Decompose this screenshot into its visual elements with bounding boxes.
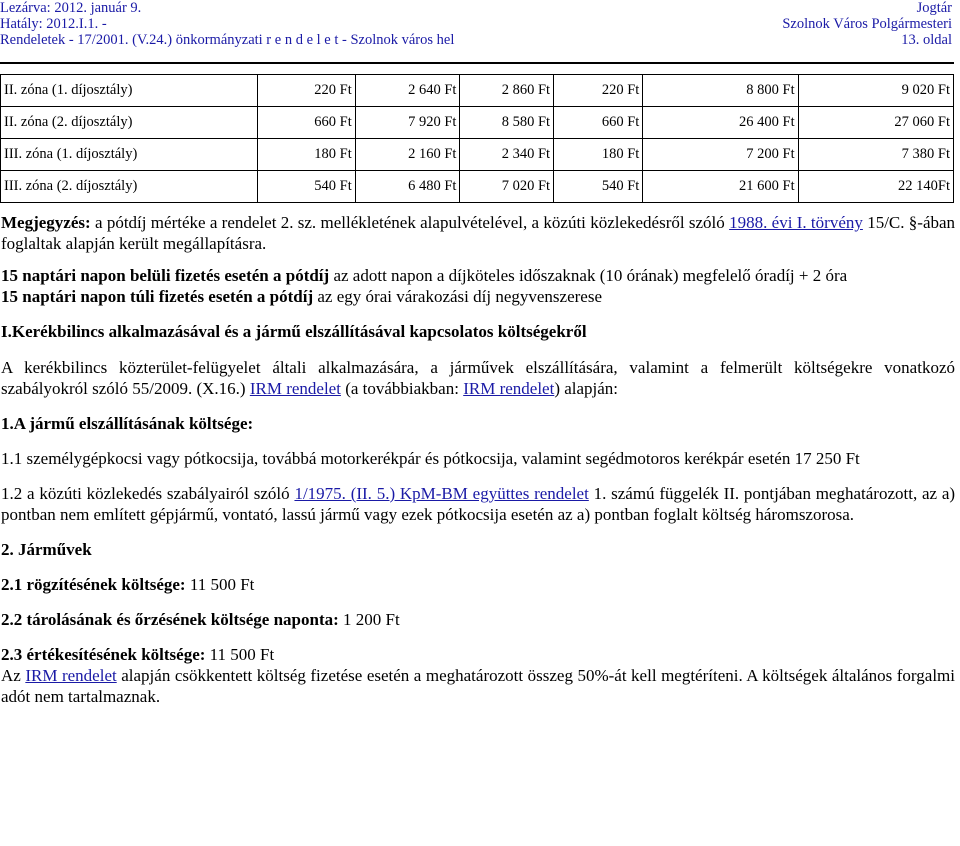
fee-cell: 2 860 Ft — [460, 75, 554, 107]
surcharge-2-bold: 15 naptári napon túli fizetés esetén a pótdíj — [1, 287, 314, 306]
fee-cell: 180 Ft — [554, 139, 643, 171]
item-1-1: 1.1 személygépkocsi vagy pótkocsija, továbbá motorkerékpár és pótkocsija, valamint segédmotoros kerékpár esetén 17 250 Ft — [1, 449, 860, 468]
fee-cell: 26 400 Ft — [643, 107, 798, 139]
fee-cell: 2 340 Ft — [460, 139, 554, 171]
surcharge-line-2 — [1, 286, 955, 307]
table-row — [1, 139, 954, 171]
intro-text: A kerékbilincs közterület-felügyelet általi alkalmazására, a járművek elszállítására, valamint a felmerült költségekre vonatkozó szabályokról szóló 55/2009. (X.16.) — [1, 358, 955, 398]
final-text: Az — [1, 666, 21, 685]
item-2-1-value: 11 500 Ft — [189, 575, 255, 594]
item-2-3 — [1, 644, 955, 665]
item-1-2-text: 1.2 a közúti közlekedés szabályairól szóló — [1, 484, 290, 503]
fee-cell: 9 020 Ft — [798, 75, 953, 107]
fee-cell: 7 020 Ft — [460, 171, 554, 203]
section-heading-text: I.Kerékbilincs alkalmazásával és a jármű elszállításával kapcsolatos költségekről — [1, 322, 587, 341]
item-2-2 — [1, 609, 955, 630]
kpm-bm-link[interactable]: 1/1975. (II. 5.) KpM-BM együttes rendelet — [294, 484, 589, 503]
header-divider — [0, 62, 954, 64]
note-text: a pótdíj mértéke a rendelet 2. sz. mellékletének alapulvételével, a közúti közlekedésről szóló — [94, 213, 725, 232]
surcharge-1-text: az adott napon a díjköteles időszaknak (10 órának) megfelelő óradíj + 2 óra — [333, 266, 848, 285]
zone-cell: II. zóna (2. díjosztály) — [1, 107, 258, 139]
fee-cell: 7 920 Ft — [355, 107, 460, 139]
fee-cell: 220 Ft — [257, 75, 355, 107]
header-authority: Szolnok Város Polgármesteri — [782, 16, 952, 32]
surcharge-line-1 — [1, 265, 955, 286]
intro-text-cont: (a továbbiakban: — [345, 379, 459, 398]
section-heading — [1, 321, 955, 342]
fee-table — [0, 74, 954, 203]
header-effective: Hatály: 2012.I.1. - — [0, 16, 107, 32]
table-row — [1, 107, 954, 139]
fee-cell: 7 200 Ft — [643, 139, 798, 171]
irm-link[interactable]: IRM rendelet — [463, 379, 555, 398]
item-1-2 — [1, 483, 955, 525]
subheading-transport — [1, 413, 955, 434]
fee-cell: 540 Ft — [554, 171, 643, 203]
item-2-1-label: 2.1 rögzítésének költsége: — [1, 575, 186, 594]
intro-text-end: ) alapján: — [554, 379, 619, 398]
item-2-3-label: 2.3 értékesítésének költsége: — [1, 645, 206, 664]
fee-cell: 21 600 Ft — [643, 171, 798, 203]
header-page-number: 13. oldal — [901, 32, 952, 48]
final-paragraph — [1, 665, 955, 707]
page-header — [0, 0, 956, 56]
fee-cell: 660 Ft — [257, 107, 355, 139]
section-intro — [1, 357, 955, 399]
header-right — [782, 0, 952, 48]
final-text-cont: alapján csökkentett költség fizetése esetén a meghatározott összeg 50%-át kell megtéríteni. A költségek általános forgalmi adót nem tartalmaznak. — [1, 666, 955, 706]
fee-cell: 2 640 Ft — [355, 75, 460, 107]
note-label: Megjegyzés: — [1, 213, 91, 232]
fee-cell: 540 Ft — [257, 171, 355, 203]
fee-cell: 8 580 Ft — [460, 107, 554, 139]
item-2-1 — [1, 574, 955, 595]
header-publisher: Jogtár — [916, 0, 952, 16]
irm-link[interactable]: IRM rendelet — [25, 666, 117, 685]
zone-cell: III. zóna (1. díjosztály) — [1, 139, 258, 171]
fee-cell: 180 Ft — [257, 139, 355, 171]
fee-cell: 2 160 Ft — [355, 139, 460, 171]
zone-cell: II. zóna (1. díjosztály) — [1, 75, 258, 107]
subheading-vehicles — [1, 539, 955, 560]
table-row — [1, 75, 954, 107]
item-2-2-value: 1 200 Ft — [343, 610, 400, 629]
zone-cell: III. zóna (2. díjosztály) — [1, 171, 258, 203]
document-body — [1, 212, 955, 707]
surcharge-2-text: az egy órai várakozási díj negyvenszerese — [317, 287, 602, 306]
fee-cell: 7 380 Ft — [798, 139, 953, 171]
note-paragraph — [1, 212, 955, 254]
fee-cell: 6 480 Ft — [355, 171, 460, 203]
fee-cell: 8 800 Ft — [643, 75, 798, 107]
subheading-vehicles-text: 2. Járművek — [1, 540, 92, 559]
surcharge-1-bold: 15 naptári napon belüli fizetés esetén a pótdíj — [1, 266, 330, 285]
table-row — [1, 171, 954, 203]
law-link[interactable]: 1988. évi I. törvény — [729, 213, 863, 232]
item-1-2-text-cont: 1. számú függelék II. pontjában meghatározott, az a) pontban nem említett gépjármű, vontató, lassú jármű vagy ezek pótkocsija esetén az a) pontban foglalt költség háromszorosa. — [1, 484, 956, 524]
fee-cell: 22 140Ft — [798, 171, 953, 203]
header-left — [0, 0, 454, 48]
irm-link[interactable]: IRM rendelet — [249, 379, 341, 398]
item-2-3-value: 11 500 Ft — [209, 645, 275, 664]
subheading-transport-text: 1.A jármű elszállításának költsége: — [1, 414, 254, 433]
header-closed-date: Lezárva: 2012. január 9. — [0, 0, 142, 16]
fee-cell: 220 Ft — [554, 75, 643, 107]
item-2-2-label: 2.2 tárolásának és őrzésének költsége naponta: — [1, 610, 339, 629]
fee-cell: 27 060 Ft — [798, 107, 953, 139]
header-regulation: Rendeletek - 17/2001. (V.24.) önkormányzati r e n d e l e t - Szolnok város hel — [0, 32, 455, 48]
note-text-cont: 15/C. §-ában foglaltak alapján került megállapításra. — [1, 213, 956, 253]
fee-cell: 660 Ft — [554, 107, 643, 139]
